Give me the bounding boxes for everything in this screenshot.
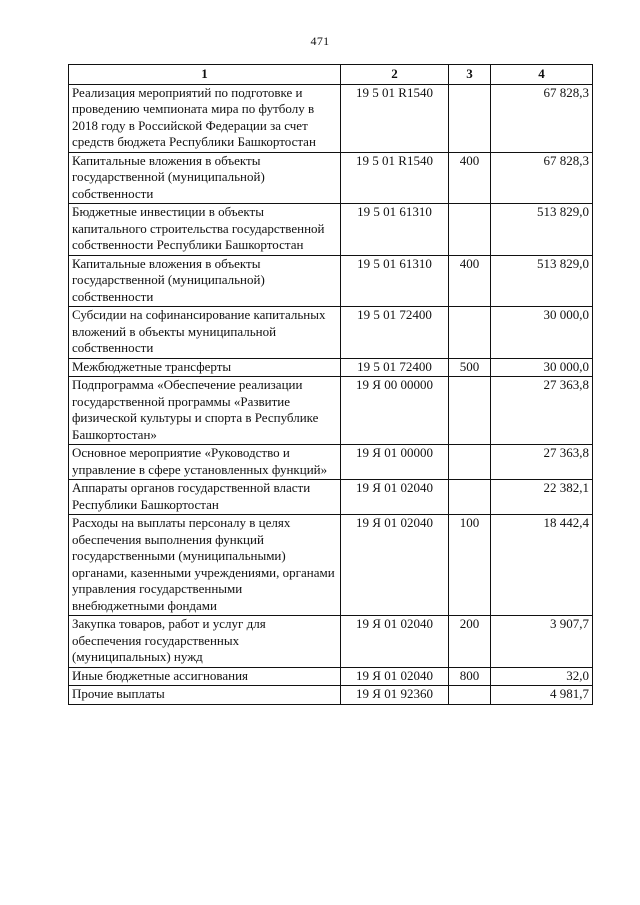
row-amount: 67 828,3: [491, 152, 593, 204]
table-row: [69, 445, 593, 480]
row-name: Капитальные вложения в объекты государственной (муниципальной) собственности: [69, 152, 341, 204]
row-expense-type: [449, 686, 491, 705]
row-amount: 4 981,7: [491, 686, 593, 705]
table-row: [69, 480, 593, 515]
column-header-2: 2: [341, 65, 449, 85]
column-header-1: 1: [69, 65, 341, 85]
table-row: [69, 307, 593, 359]
row-expense-type: [449, 480, 491, 515]
row-amount: 27 363,8: [491, 445, 593, 480]
row-expense-type: [449, 377, 491, 445]
row-expense-type: 100: [449, 515, 491, 616]
budget-table: [68, 64, 593, 705]
row-code: 19 Я 01 02040: [341, 667, 449, 686]
row-code: 19 5 01 61310: [341, 204, 449, 256]
row-expense-type: [449, 445, 491, 480]
row-code: 19 Я 01 92360: [341, 686, 449, 705]
table-row: [69, 152, 593, 204]
row-code: 19 5 01 72400: [341, 358, 449, 377]
row-expense-type: [449, 204, 491, 256]
table-row: [69, 616, 593, 668]
row-name: Бюджетные инвестиции в объекты капитального строительства государственной собственности Республики Башкортостан: [69, 204, 341, 256]
table-row: [69, 255, 593, 307]
row-amount: 30 000,0: [491, 307, 593, 359]
table-row: [69, 84, 593, 152]
row-amount: 30 000,0: [491, 358, 593, 377]
row-amount: 27 363,8: [491, 377, 593, 445]
row-name: Субсидии на софинансирование капитальных вложений в объекты муниципальной собственности: [69, 307, 341, 359]
row-expense-type: 200: [449, 616, 491, 668]
row-amount: 18 442,4: [491, 515, 593, 616]
row-code: 19 Я 01 02040: [341, 515, 449, 616]
row-amount: 22 382,1: [491, 480, 593, 515]
row-code: 19 Я 01 02040: [341, 616, 449, 668]
column-header-4: 4: [491, 65, 593, 85]
row-code: 19 Я 01 00000: [341, 445, 449, 480]
row-code: 19 5 01 72400: [341, 307, 449, 359]
table-row: [69, 358, 593, 377]
table-body: [69, 84, 593, 704]
row-name: Закупка товаров, работ и услуг для обеспечения государственных (муниципальных) нужд: [69, 616, 341, 668]
row-name: Реализация мероприятий по подготовке и проведению чемпионата мира по футболу в 2018 году в Российской Федерации за счет средств бюджета Республики Башкортостан: [69, 84, 341, 152]
page-number: 471: [310, 34, 330, 48]
table-row: [69, 667, 593, 686]
row-name: Капитальные вложения в объекты государственной (муниципальной) собственности: [69, 255, 341, 307]
row-amount: 513 829,0: [491, 204, 593, 256]
row-name: Подпрограмма «Обеспечение реализации государственной программы «Развитие физической культуры и спорта в Республике Башкортостан»: [69, 377, 341, 445]
table-row: [69, 377, 593, 445]
table-header-row: [69, 65, 593, 85]
row-name: Аппараты органов государственной власти Республики Башкортостан: [69, 480, 341, 515]
row-expense-type: [449, 307, 491, 359]
row-expense-type: 800: [449, 667, 491, 686]
row-name: Основное мероприятие «Руководство и управление в сфере установленных функций»: [69, 445, 341, 480]
row-code: 19 Я 00 00000: [341, 377, 449, 445]
row-expense-type: 500: [449, 358, 491, 377]
table-row: [69, 204, 593, 256]
row-expense-type: 400: [449, 255, 491, 307]
row-expense-type: [449, 84, 491, 152]
table-row: [69, 515, 593, 616]
row-amount: 3 907,7: [491, 616, 593, 668]
row-code: 19 5 01 R1540: [341, 84, 449, 152]
row-code: 19 5 01 61310: [341, 255, 449, 307]
row-expense-type: 400: [449, 152, 491, 204]
table-row: [69, 686, 593, 705]
row-amount: 67 828,3: [491, 84, 593, 152]
column-header-3: 3: [449, 65, 491, 85]
row-amount: 513 829,0: [491, 255, 593, 307]
row-name: Иные бюджетные ассигнования: [69, 667, 341, 686]
row-code: 19 5 01 R1540: [341, 152, 449, 204]
row-name: Расходы на выплаты персоналу в целях обеспечения выполнения функций государственными (муниципальными) органами, казенными учреждениями, органами управления государственными внебюджетными фондами: [69, 515, 341, 616]
row-code: 19 Я 01 02040: [341, 480, 449, 515]
row-name: Межбюджетные трансферты: [69, 358, 341, 377]
row-amount: 32,0: [491, 667, 593, 686]
row-name: Прочие выплаты: [69, 686, 341, 705]
